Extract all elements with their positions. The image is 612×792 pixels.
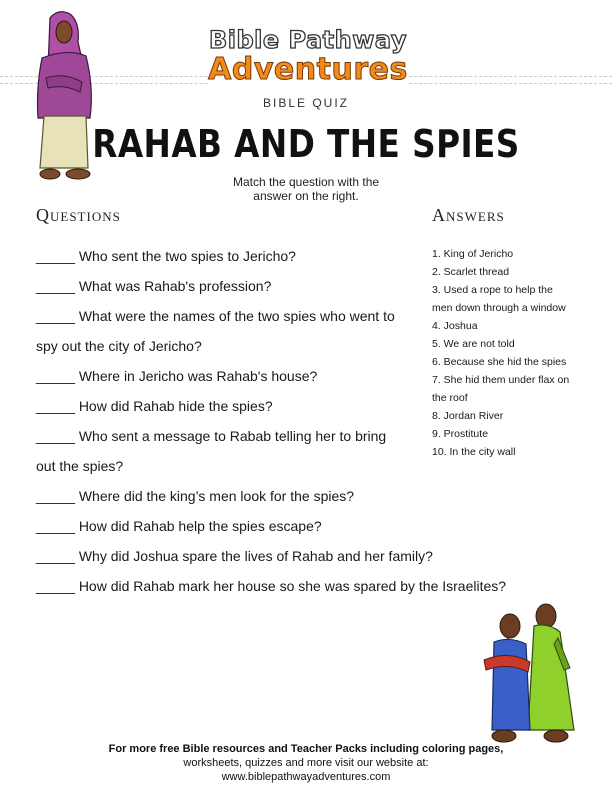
- answer-item: the roof: [432, 392, 468, 404]
- answer-item: 4. Joshua: [432, 320, 478, 332]
- answer-item: 1. King of Jericho: [432, 248, 514, 260]
- question-line: _____ How did Rahab hide the spies?: [36, 398, 273, 414]
- question-line: _____ Who sent a message to Rabab telling her to bring: [36, 428, 387, 444]
- answer-item: 6. Because she hid the spies: [432, 356, 567, 368]
- instructions-line-1: Match the question with the: [232, 175, 380, 189]
- question-line: _____ What was Rahab's profession?: [36, 278, 272, 294]
- logo-line-1: Bible Pathway: [208, 26, 408, 54]
- question-line: _____ Who sent the two spies to Jericho?: [36, 248, 296, 264]
- question-line: out the spies?: [36, 458, 124, 474]
- question-line: _____ How did Rahab mark her house so she was spared by the Israelites?: [36, 578, 507, 594]
- instructions-line-2: answer on the right.: [253, 189, 359, 203]
- answer-item: 3. Used a rope to help the: [432, 284, 553, 296]
- question-line: _____ What were the names of the two spies who went to: [36, 308, 395, 324]
- answer-item: 8. Jordan River: [432, 410, 504, 422]
- question-line: _____ Why did Joshua spare the lives of Rahab and her family?: [36, 548, 433, 564]
- answer-item: 7. She hid them under flax on: [432, 374, 570, 386]
- answer-item: 2. Scarlet thread: [432, 266, 510, 278]
- answer-item: 5. We are not told: [432, 338, 515, 350]
- logo: [208, 22, 408, 92]
- question-line: _____ How did Rahab help the spies escape?: [36, 518, 322, 534]
- footer: [56, 742, 556, 784]
- question-line: _____ Where in Jericho was Rahab's house?: [36, 368, 318, 384]
- question-line: _____ Where did the king’s men look for the spies?: [36, 488, 355, 504]
- logo-line-2: Adventures: [208, 52, 408, 87]
- spies-illustration: [474, 598, 584, 748]
- answer-item: men down through a window: [432, 302, 566, 314]
- answer-item: 10. In the city wall: [432, 446, 516, 458]
- answer-item: 9. Prostitute: [432, 428, 489, 440]
- questions-heading: Questions: [36, 205, 121, 225]
- footer-website-link[interactable]: www.biblepathwayadventures.com: [221, 771, 391, 783]
- footer-line-2: worksheets, quizzes and more visit our website at:: [183, 757, 429, 769]
- answers-heading: Answers: [432, 205, 505, 225]
- footer-line-1: For more free Bible resources and Teacher Packs including coloring pages,: [108, 743, 504, 755]
- instructions: [206, 175, 406, 203]
- question-line: spy out the city of Jericho?: [36, 338, 202, 354]
- page-title: RAHAB AND THE SPIES: [92, 122, 520, 166]
- quiz-label: BIBLE QUIZ: [262, 96, 350, 110]
